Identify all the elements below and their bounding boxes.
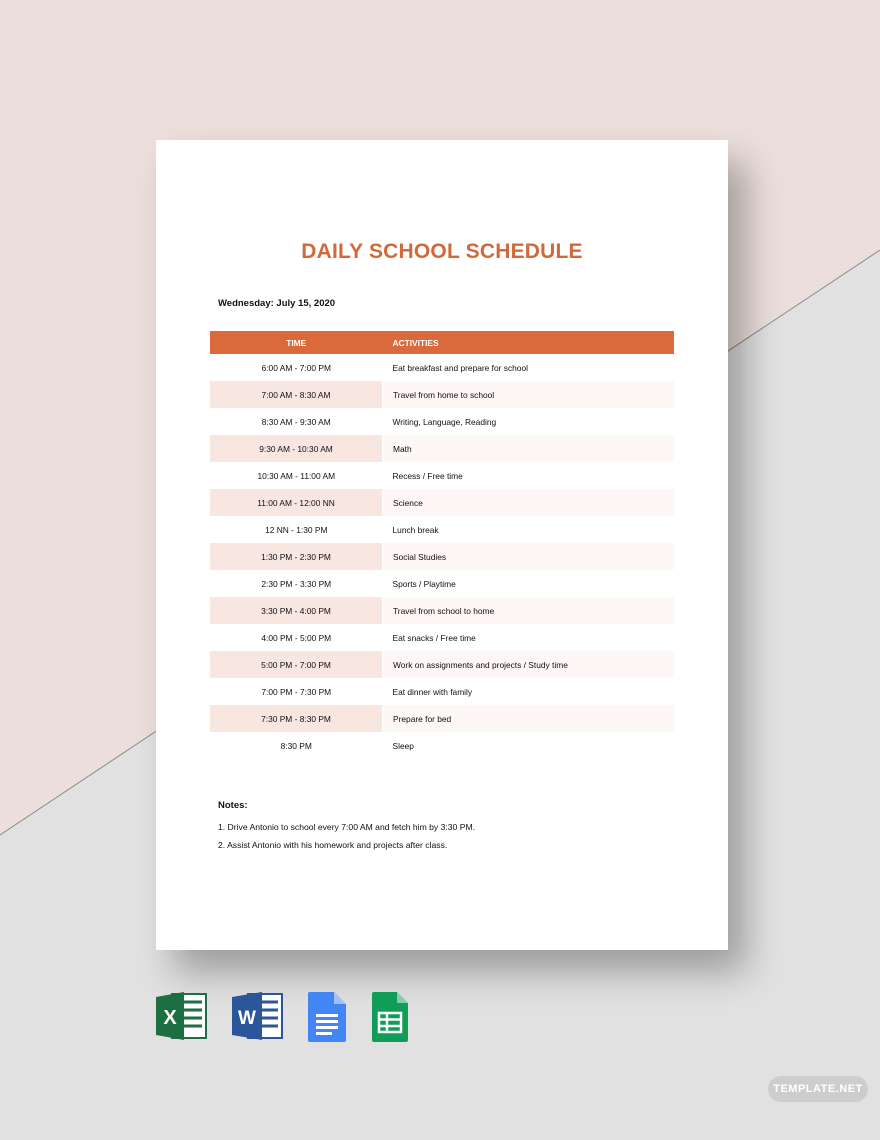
activity-cell: Lunch break bbox=[392, 524, 439, 535]
activity-cell: Math bbox=[383, 435, 675, 462]
activity-cell: Eat breakfast and prepare for school bbox=[392, 362, 528, 373]
table-row bbox=[210, 651, 674, 678]
activity-cell: Eat dinner with family bbox=[392, 686, 473, 697]
time-cell: 5:00 PM - 7:00 PM bbox=[210, 651, 383, 678]
template-net-watermark: TEMPLATE.NET bbox=[768, 1076, 868, 1102]
activity-cell: Sleep bbox=[392, 740, 414, 751]
google-sheets-icon[interactable] bbox=[370, 990, 410, 1044]
time-cell: 1:30 PM - 2:30 PM bbox=[210, 543, 383, 570]
document-title: DAILY SCHOOL SCHEDULE bbox=[301, 240, 583, 263]
time-cell: 3:30 PM - 4:00 PM bbox=[210, 597, 383, 624]
activity-cell: Sports / Playtime bbox=[392, 578, 456, 589]
activity-cell: Writing, Language, Reading bbox=[392, 416, 497, 427]
excel-icon[interactable] bbox=[156, 990, 208, 1042]
notes-title: Notes: bbox=[218, 800, 248, 811]
time-cell: 4:00 PM - 5:00 PM bbox=[261, 632, 332, 643]
excel-icon-letter: X bbox=[163, 1007, 177, 1029]
note-item: 1. Drive Antonio to school every 7:00 AM and fetch him by 3:30 PM. bbox=[218, 822, 475, 832]
table-row bbox=[210, 597, 674, 624]
header-time: TIME bbox=[210, 331, 383, 354]
table-row bbox=[210, 516, 674, 543]
activity-cell: Science bbox=[383, 489, 675, 516]
time-cell: 7:00 AM - 8:30 AM bbox=[210, 381, 383, 408]
table-row bbox=[210, 462, 674, 489]
table-row bbox=[210, 543, 674, 570]
activity-cell: Recess / Free time bbox=[392, 470, 463, 481]
time-cell: 6:00 AM - 7:00 PM bbox=[261, 362, 331, 373]
activity-cell: Eat snacks / Free time bbox=[392, 632, 476, 643]
schedule-table bbox=[210, 331, 674, 759]
table-row bbox=[210, 624, 674, 651]
time-cell: 2:30 PM - 3:30 PM bbox=[261, 578, 332, 589]
schedule-date: Wednesday: July 15, 2020 bbox=[218, 298, 336, 309]
table-row bbox=[210, 705, 674, 732]
word-icon-letter: W bbox=[238, 1008, 256, 1029]
time-cell: 11:00 AM - 12:00 NN bbox=[210, 489, 383, 516]
table-row bbox=[210, 408, 674, 435]
time-cell: 9:30 AM - 10:30 AM bbox=[210, 435, 383, 462]
word-icon[interactable] bbox=[232, 990, 286, 1042]
table-row bbox=[210, 381, 674, 408]
activity-cell: Social Studies bbox=[383, 543, 675, 570]
activity-cell: Travel from home to school bbox=[383, 381, 675, 408]
table-row bbox=[210, 489, 674, 516]
table-header-row bbox=[210, 331, 674, 354]
table-row bbox=[210, 435, 674, 462]
activity-cell: Prepare for bed bbox=[383, 705, 675, 732]
table-row bbox=[210, 354, 674, 381]
time-cell: 7:00 PM - 7:30 PM bbox=[261, 686, 332, 697]
document-page bbox=[156, 140, 728, 950]
activity-cell: Work on assignments and projects / Study time bbox=[383, 651, 675, 678]
activity-cell: Travel from school to home bbox=[383, 597, 675, 624]
google-docs-icon[interactable] bbox=[306, 990, 348, 1044]
time-cell: 8:30 PM bbox=[280, 740, 312, 751]
time-cell: 7:30 PM - 8:30 PM bbox=[210, 705, 383, 732]
note-item: 2. Assist Antonio with his homework and projects after class. bbox=[218, 840, 448, 850]
table-row bbox=[210, 732, 674, 759]
time-cell: 8:30 AM - 9:30 AM bbox=[261, 416, 331, 427]
header-activities: ACTIVITIES bbox=[383, 331, 675, 354]
table-row bbox=[210, 678, 674, 705]
table-row bbox=[210, 570, 674, 597]
time-cell: 10:30 AM - 11:00 AM bbox=[257, 470, 336, 481]
time-cell: 12 NN - 1:30 PM bbox=[265, 524, 328, 535]
